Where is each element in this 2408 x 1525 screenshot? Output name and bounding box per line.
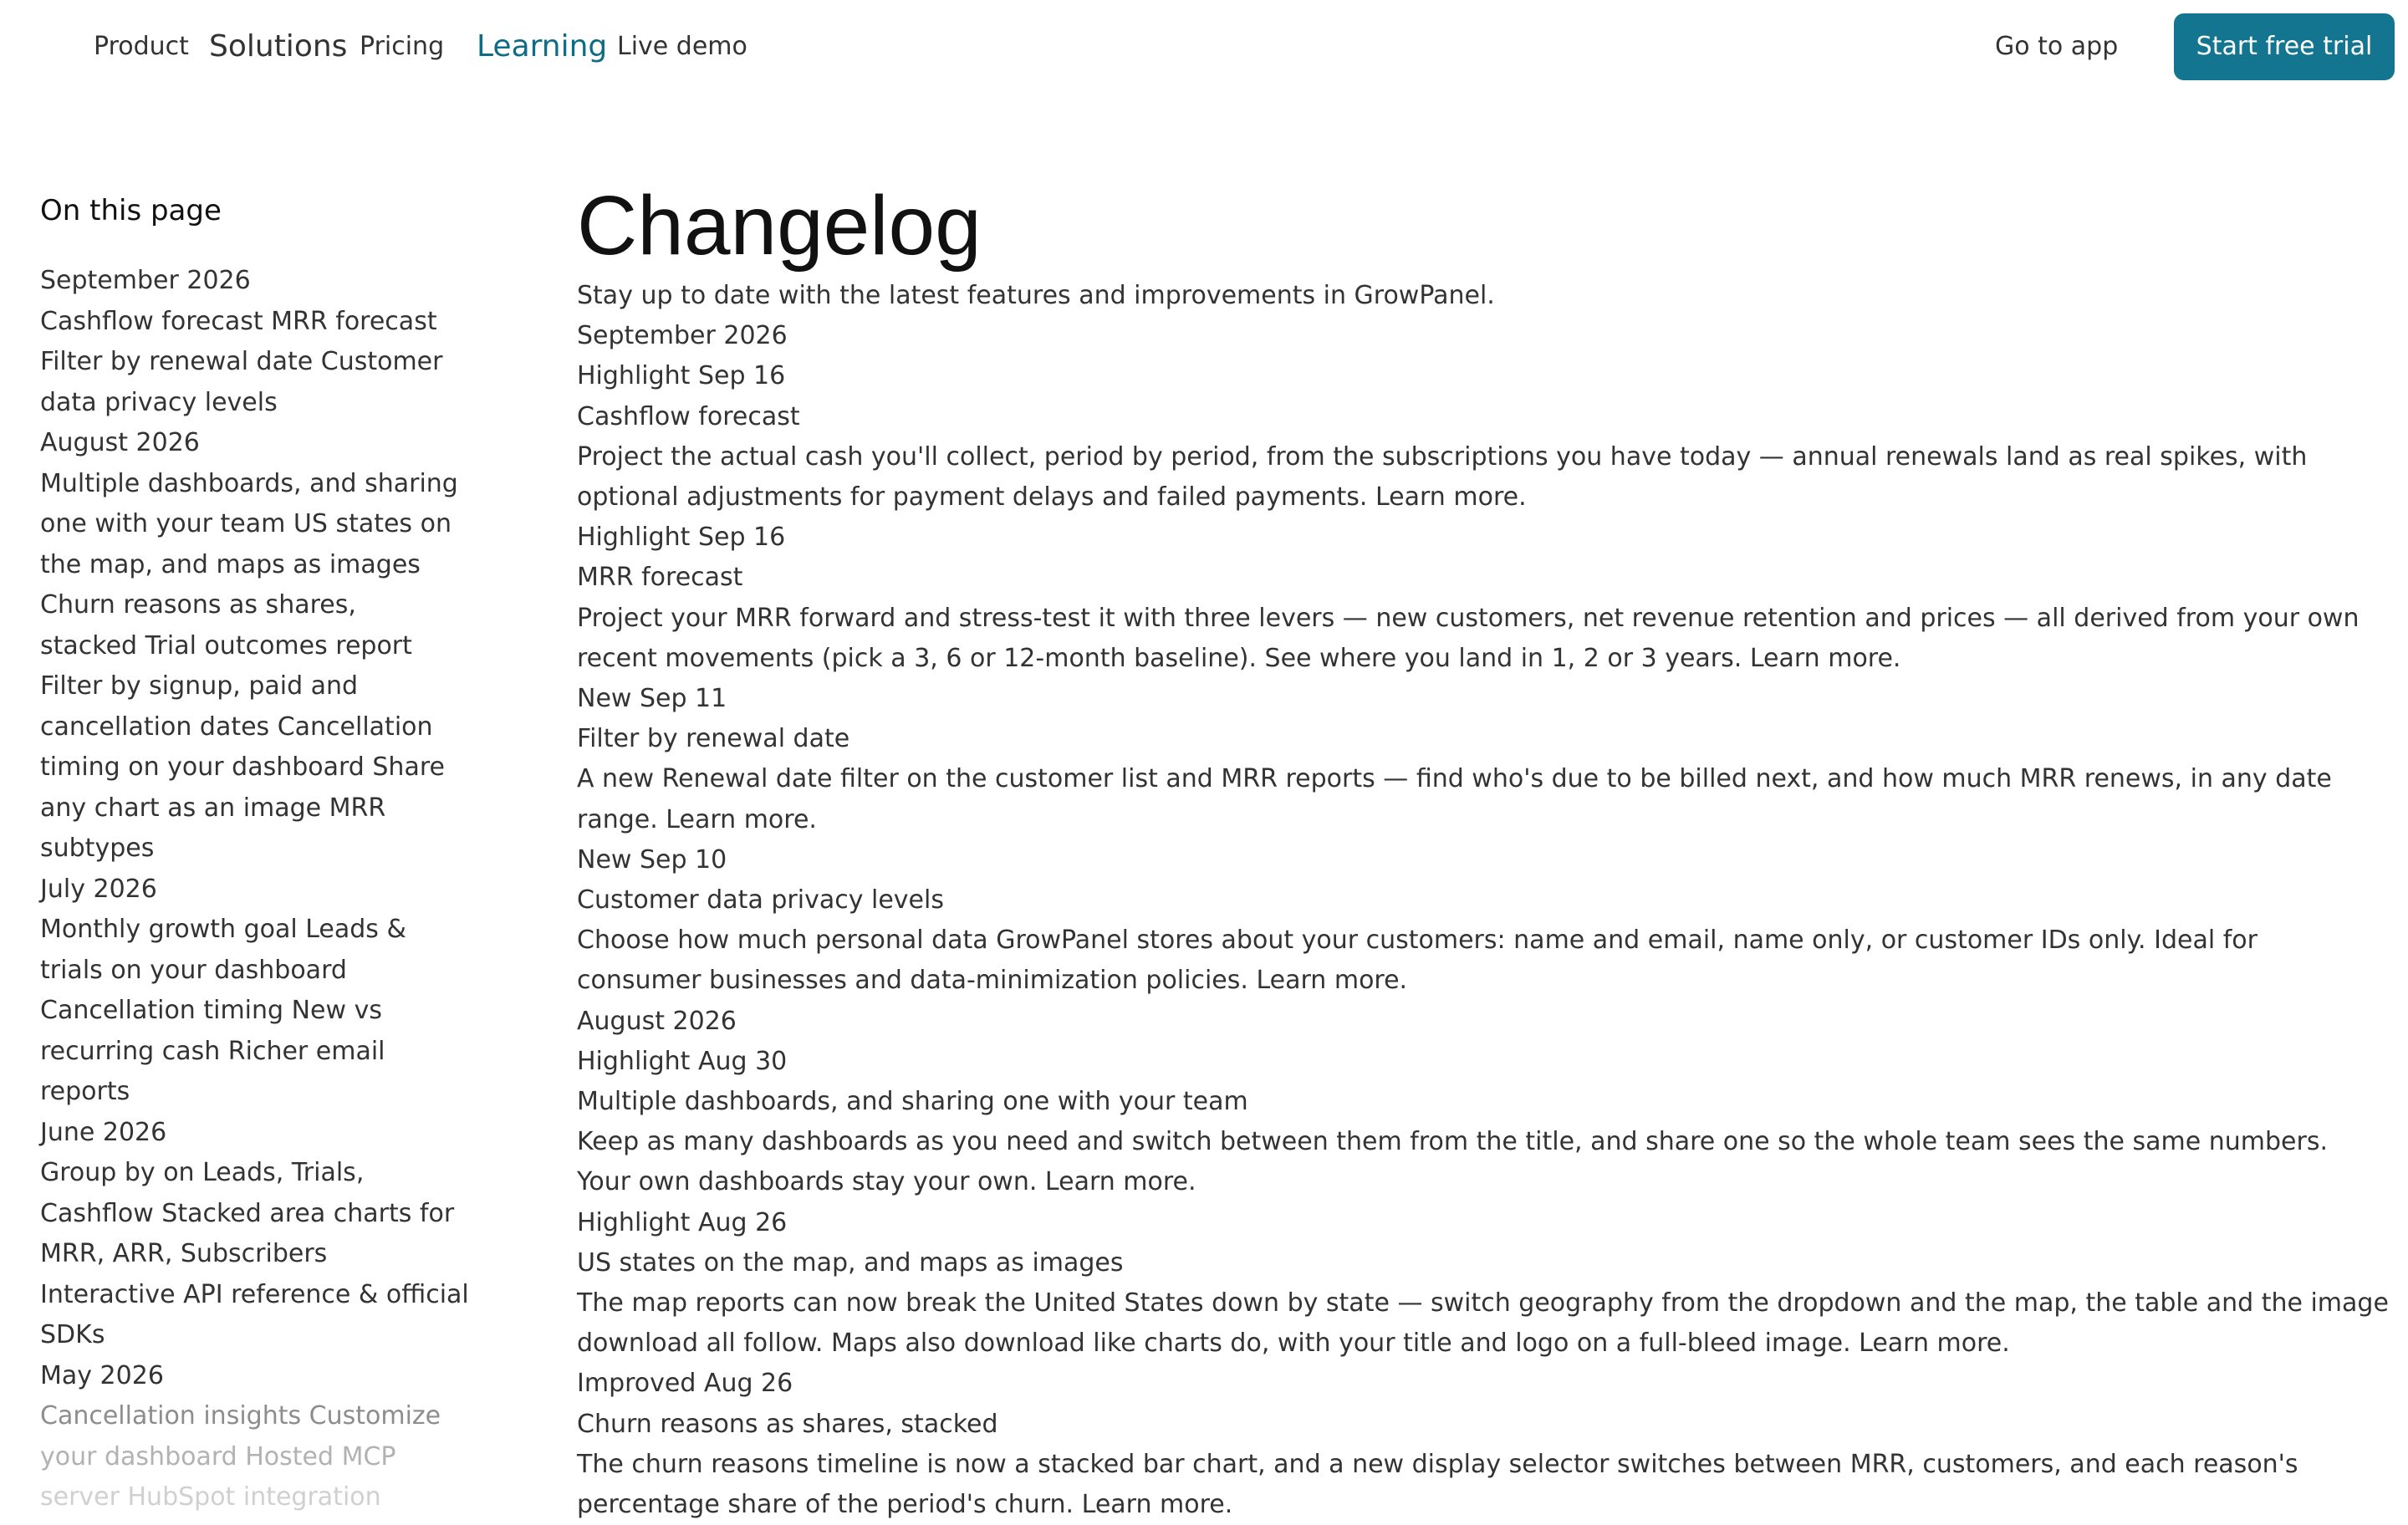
page-title: Changelog	[577, 179, 982, 273]
toc-item[interactable]: Churn reasons as shares,	[40, 590, 356, 620]
entry-meta: New Sep 11	[577, 684, 727, 714]
entry-title: Filter by renewal date	[577, 724, 850, 754]
toc-item[interactable]: your dashboard Hosted MCP	[40, 1441, 396, 1471]
entry-body: optional adjustments for payment delays and failed payments. Learn more.	[577, 482, 1527, 513]
nav-link-solutions[interactable]: Solutions	[209, 29, 348, 64]
toc-item[interactable]: Multiple dashboards, and sharing	[40, 468, 458, 498]
entry-body: A new Renewal date filter on the customer list and MRR reports — find who's due to be billed next, and how much MRR renews, in any date	[577, 764, 2332, 794]
toc-item[interactable]: data privacy levels	[40, 387, 278, 417]
nav-link-live-demo[interactable]: Live demo	[617, 32, 747, 61]
toc-item[interactable]: one with your team US states on	[40, 509, 452, 538]
changelog-main	[577, 176, 2389, 1525]
month-heading: August 2026	[577, 1006, 737, 1036]
month-heading: September 2026	[577, 321, 788, 351]
entry-title: US states on the map, and maps as images	[577, 1247, 1124, 1278]
toc-item[interactable]: reports	[40, 1077, 130, 1106]
toc-month-heading[interactable]: September 2026	[40, 266, 251, 295]
entry-body: Project the actual cash you'll collect, period by period, from the subscriptions you have today — annual renewals land as real spikes, with	[577, 441, 2308, 472]
go-to-app-link[interactable]: Go to app	[1995, 32, 2119, 61]
toc-item[interactable]: Group by on Leads, Trials,	[40, 1158, 365, 1187]
toc-month-heading[interactable]: June 2026	[40, 1117, 167, 1147]
nav-link-learning[interactable]: Learning	[477, 29, 608, 64]
toc-item[interactable]: stacked Trial outcomes report	[40, 630, 412, 660]
entry-body: recent movements (pick a 3, 6 or 12-month baseline). See where you land in 1, 2 or 3 years. Learn more.	[577, 643, 1901, 673]
page-intro: Stay up to date with the latest features and improvements in GrowPanel.	[577, 281, 1495, 310]
toc-item[interactable]: server HubSpot integration	[40, 1482, 381, 1512]
entry-body: range. Learn more.	[577, 804, 817, 834]
entry-body: consumer businesses and data-minimization policies. Learn more.	[577, 966, 1408, 996]
entry-meta: Highlight Aug 26	[577, 1207, 788, 1237]
entry-body: The map reports can now break the United States down by state — switch geography from the dropdown and the map, the table and the image	[577, 1288, 2389, 1318]
toc-item[interactable]: the map, and maps as images	[40, 549, 421, 579]
toc-item[interactable]: MRR, ARR, Subscribers	[40, 1239, 328, 1268]
entry-meta: Improved Aug 26	[577, 1369, 793, 1399]
toc-item[interactable]: recurring cash Richer email	[40, 1036, 385, 1066]
entry-body: Your own dashboards stay your own. Learn more.	[577, 1167, 1196, 1197]
toc-month-heading[interactable]: May 2026	[40, 1360, 164, 1390]
entry-meta: Highlight Sep 16	[577, 523, 786, 553]
toc-title: On this page	[40, 194, 222, 227]
entry-title: MRR forecast	[577, 563, 743, 593]
toc-item[interactable]: timing on your dashboard Share	[40, 752, 445, 782]
entry-body: The churn reasons timeline is now a stacked bar chart, and a new display selector switches between MRR, customers, and each reason's	[577, 1449, 2298, 1479]
toc-item[interactable]: Cashflow Stacked area charts for	[40, 1198, 455, 1228]
toc-item[interactable]: Interactive API reference & official	[40, 1279, 469, 1309]
entry-meta: New Sep 10	[577, 844, 727, 875]
entry-title: Cashflow forecast	[577, 401, 800, 431]
entry-body: Choose how much personal data GrowPanel stores about your customers: name and email, name only, or customer IDs only. Ideal for	[577, 926, 2258, 956]
nav-link-product[interactable]: Product	[94, 32, 189, 61]
toc-item[interactable]: Filter by signup, paid and	[40, 671, 359, 701]
toc-item[interactable]: Cancellation timing New vs	[40, 996, 382, 1025]
toc-month-heading[interactable]: July 2026	[40, 874, 157, 904]
toc-item[interactable]: Filter by renewal date Customer	[40, 347, 443, 376]
toc-item[interactable]: cancellation dates Cancellation	[40, 711, 433, 742]
toc-item[interactable]: SDKs	[40, 1320, 105, 1349]
on-this-page-sidebar	[40, 191, 469, 1518]
toc-item[interactable]: subtypes	[40, 834, 155, 863]
nav-link-pricing[interactable]: Pricing	[360, 32, 445, 61]
entry-title: Customer data privacy levels	[577, 885, 944, 916]
entry-meta: Highlight Aug 30	[577, 1046, 788, 1076]
toc-item[interactable]: Cashflow forecast MRR forecast	[40, 306, 437, 336]
toc-item[interactable]: Monthly growth goal Leads &	[40, 915, 406, 944]
entry-body: download all follow. Maps also download like charts do, with your title and logo on a full-bleed image. Learn more.	[577, 1329, 2010, 1359]
toc-item[interactable]: trials on your dashboard	[40, 955, 347, 985]
entry-title: Multiple dashboards, and sharing one with your team	[577, 1087, 1248, 1117]
toc-month-heading[interactable]: August 2026	[40, 428, 200, 457]
top-navigation	[0, 0, 2408, 94]
toc-item[interactable]: Cancellation insights Customize	[40, 1401, 441, 1431]
entry-body: Keep as many dashboards as you need and switch between them from the title, and share one so the whole team sees the same numbers.	[577, 1127, 2328, 1157]
start-free-trial-button[interactable]: Start free trial	[2174, 13, 2395, 80]
entry-meta: Highlight Sep 16	[577, 361, 786, 391]
entry-title: Churn reasons as shares, stacked	[577, 1409, 998, 1439]
entry-body: percentage share of the period's churn. Learn more.	[577, 1490, 1233, 1520]
toc-item[interactable]: any chart as an image MRR	[40, 793, 386, 823]
entry-body: Project your MRR forward and stress-test it with three levers — new customers, net revenue retention and prices — all derived from your own	[577, 603, 2360, 633]
